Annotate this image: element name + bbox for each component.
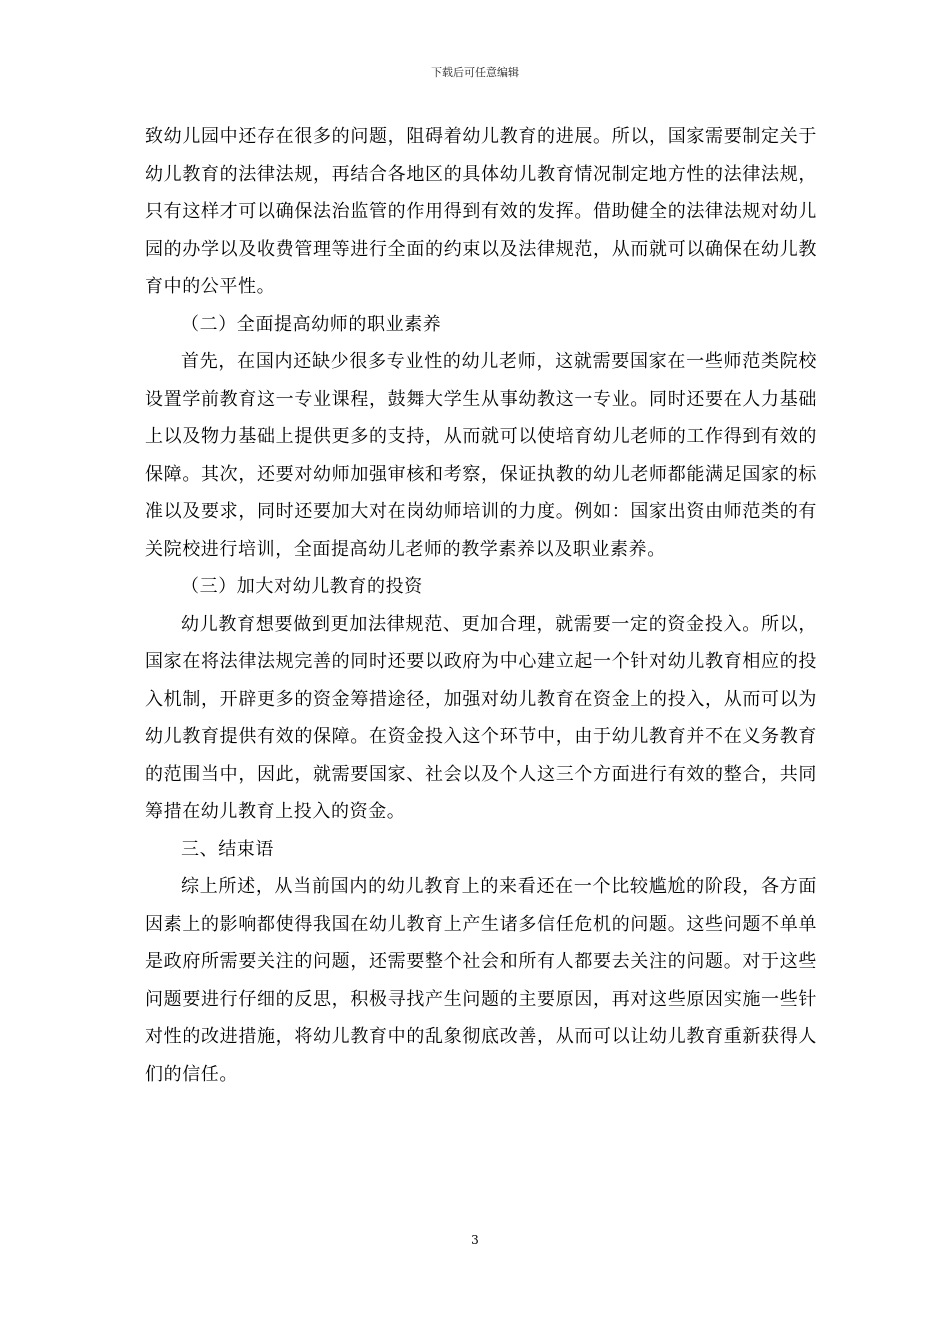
body-paragraph: 综上所述，从当前国内的幼儿教育上的来看还在一个比较尴尬的阶段，各方面因素上的影响都使得我国在幼儿教育上产生诸多信任危机的问题。这些问题不单单是政府所需要关注的问题，还需要整个社会和所有人都要去关注的问题。对于这些问题要进行仔细的反思，积极寻找产生问题的主要原因，再对这些原因实施一些针对性的改进措施，将幼儿教育中的乱象彻底改善，从而可以让幼儿教育重新获得人们的信任。 xyxy=(145,876,817,1085)
page-header: 下载后可任意编辑 xyxy=(431,66,519,79)
section-heading: （三）加大对幼儿教育的投资 xyxy=(181,576,423,597)
body-paragraph: 首先，在国内还缺少很多专业性的幼儿老师，这就需要国家在一些师范类院校设置学前教育这一专业课程，鼓舞大学生从事幼教这一专业。同时还要在人力基础上以及物力基础上提供更多的支持，从而就可以使培育幼儿老师的工作得到有效的保障。其次，还要对幼师加强审核和考察，保证执教的幼儿老师都能满足国家的标准以及要求，同时还要加大对在岗幼师培训的力度。例如：国家出资由师范类的有关院校进行培训，全面提高幼儿老师的教学素养以及职业素养。 xyxy=(145,351,817,560)
section-heading: 三、结束语 xyxy=(181,838,274,860)
section-heading: （二）全面提高幼师的职业素养 xyxy=(181,313,442,335)
body-paragraph: 致幼儿园中还存在很多的问题，阻碍着幼儿教育的进展。所以，国家需要制定关于幼儿教育的法律法规，再结合各地区的具体幼儿教育情况制定地方性的法律法规，只有这样才可以确保法治监管的作用得到有效的发挥。借助健全的法律法规对幼儿园的办学以及收费管理等进行全面的约束以及法律规范，从而就可以确保在幼儿教育中的公平性。 xyxy=(145,126,817,297)
document-body xyxy=(145,118,817,1093)
body-paragraph: 幼儿教育想要做到更加法律规范、更加合理，就需要一定的资金投入。所以，国家在将法律法规完善的同时还要以政府为中心建立起一个针对幼儿教育相应的投入机制，开辟更多的资金筹措途径，加强对幼儿教育在资金上的投入，从而可以为幼儿教育提供有效的保障。在资金投入这个环节中，由于幼儿教育并不在义务教育的范围当中，因此，就需要国家、社会以及个人这三个方面进行有效的整合，共同筹措在幼儿教育上投入的资金。 xyxy=(145,613,817,822)
page-number: 3 xyxy=(471,1233,479,1247)
